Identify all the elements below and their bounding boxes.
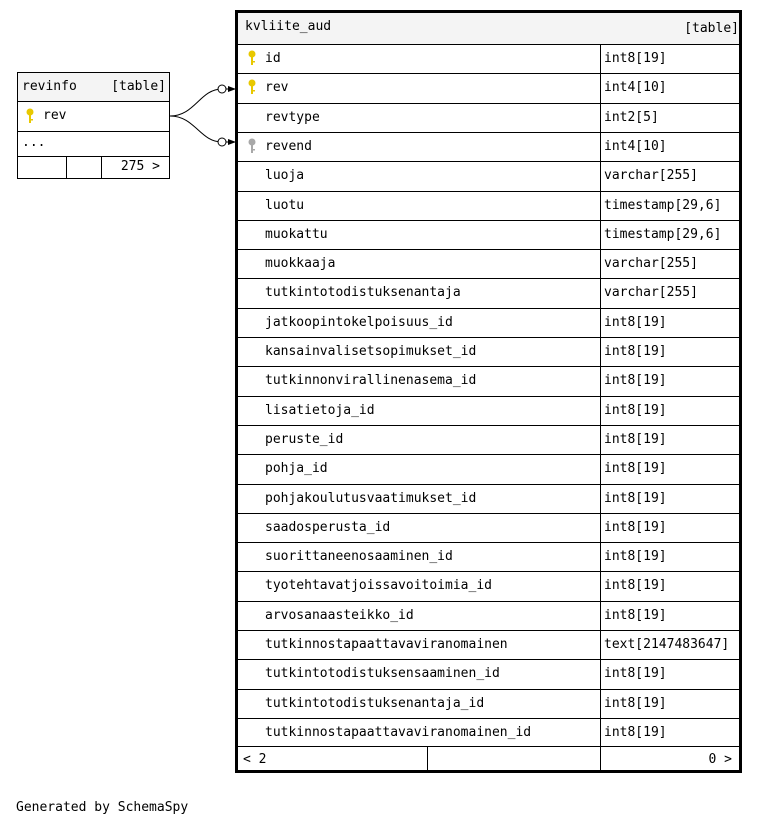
rev-to-rev-connector <box>170 89 236 116</box>
column-name: tutkinnostapaattavaviranomainen <box>265 637 508 652</box>
optional-marker-revend <box>218 138 226 146</box>
column-type: int2[5] <box>604 109 659 125</box>
column-row[interactable] <box>238 543 739 571</box>
column-name: muokkaaja <box>265 256 336 272</box>
column-name: luotu <box>265 197 305 213</box>
more-columns: ... <box>22 135 46 150</box>
column-row[interactable] <box>238 338 739 366</box>
table-name: revinfo <box>22 79 77 94</box>
footer-divider <box>238 746 739 747</box>
foreign-key-icon <box>248 138 256 154</box>
column-row[interactable] <box>238 192 739 220</box>
optional-marker-rev <box>218 85 226 93</box>
table-revinfo[interactable] <box>17 72 170 179</box>
column-name: arvosanaasteikko_id <box>265 607 414 623</box>
column-type: text[2147483647] <box>604 637 730 652</box>
column-row[interactable] <box>238 104 739 132</box>
column-row[interactable] <box>18 102 169 131</box>
column-type: varchar[255] <box>604 285 698 301</box>
column-type: int8[19] <box>604 461 667 477</box>
column-row[interactable] <box>238 279 739 307</box>
column-name: id <box>265 51 281 66</box>
column-name: saadosperusta_id <box>265 519 391 535</box>
column-row[interactable] <box>238 133 739 161</box>
child-count[interactable]: 275 > <box>120 159 160 174</box>
column-name: muokattu <box>265 226 328 242</box>
column-name: tutkinnonvirallinenasema_id <box>265 373 477 389</box>
column-type: timestamp[29,6] <box>604 197 722 213</box>
column-name: luoja <box>265 168 305 184</box>
primary-key-icon <box>248 79 256 95</box>
column-type: int8[19] <box>604 695 667 711</box>
column-type: int8[19] <box>604 724 667 740</box>
column-name: tutkintotodistuksenantaja_id <box>265 695 485 711</box>
column-type: int8[19] <box>604 402 667 418</box>
rev-to-revend-connector <box>170 116 236 142</box>
column-name: pohjakoulutusvaatimukset_id <box>265 490 477 506</box>
column-type: int8[19] <box>604 607 667 623</box>
column-name: revend <box>265 138 312 154</box>
column-name: tutkinnostapaattavaviranomainen_id <box>265 724 532 740</box>
primary-key-icon <box>26 108 34 124</box>
column-row[interactable] <box>238 367 739 395</box>
column-row[interactable] <box>238 426 739 454</box>
table-kind: [table] <box>111 79 166 94</box>
column-type: int8[19] <box>604 549 667 565</box>
column-name: rev <box>43 108 67 123</box>
column-type: int8[19] <box>604 373 667 389</box>
child-count[interactable]: 0 > <box>708 752 732 767</box>
column-type: int8[19] <box>604 578 667 594</box>
column-name: tutkintotodistuksensaaminen_id <box>265 666 500 682</box>
column-row[interactable] <box>238 221 739 249</box>
column-name: peruste_id <box>265 431 344 447</box>
column-type: int8[19] <box>604 314 667 330</box>
column-name: suorittaneenosaaminen_id <box>265 549 453 565</box>
primary-key-icon <box>248 50 256 66</box>
column-row[interactable] <box>238 572 739 600</box>
column-row[interactable] <box>238 309 739 337</box>
column-row[interactable] <box>238 631 739 659</box>
column-row[interactable] <box>238 45 739 73</box>
column-type: varchar[255] <box>604 168 698 184</box>
column-type: int8[19] <box>604 490 667 506</box>
column-name: tutkintotodistuksenantaja <box>265 285 461 301</box>
column-row[interactable] <box>238 485 739 513</box>
column-row[interactable] <box>238 660 739 688</box>
column-row[interactable] <box>238 514 739 542</box>
parent-count[interactable]: < 2 <box>243 752 267 767</box>
column-row[interactable] <box>238 690 739 718</box>
column-row[interactable] <box>238 162 739 190</box>
column-type: int4[10] <box>604 138 667 154</box>
column-type: int8[19] <box>604 519 667 535</box>
column-type: int8[19] <box>604 431 667 447</box>
column-row[interactable] <box>238 719 739 747</box>
column-type: int8[19] <box>604 666 667 682</box>
column-name: lisatietoja_id <box>265 402 375 418</box>
column-name: pohja_id <box>265 461 328 477</box>
column-name: kansainvalisetsopimukset_id <box>265 344 477 359</box>
column-type: int4[10] <box>604 80 667 96</box>
column-row[interactable] <box>238 455 739 483</box>
column-name: revtype <box>265 109 320 125</box>
table-kind: [table] <box>684 21 739 36</box>
column-name: tyotehtavatjoissavoitoimia_id <box>265 578 492 594</box>
table-name: kvliite_aud <box>245 19 332 34</box>
column-row[interactable] <box>238 250 739 278</box>
column-type: timestamp[29,6] <box>604 226 722 242</box>
column-name: jatkoopintokelpoisuus_id <box>265 314 453 330</box>
column-row[interactable] <box>238 397 739 425</box>
column-type: int8[19] <box>604 51 667 66</box>
table-kvliite-aud[interactable] <box>235 10 742 773</box>
column-type: varchar[255] <box>604 256 698 272</box>
column-name: rev <box>265 80 289 96</box>
column-type: int8[19] <box>604 344 667 359</box>
generated-by-footer: Generated by SchemaSpy <box>16 800 189 815</box>
column-row[interactable] <box>238 602 739 630</box>
column-row[interactable] <box>238 74 739 102</box>
